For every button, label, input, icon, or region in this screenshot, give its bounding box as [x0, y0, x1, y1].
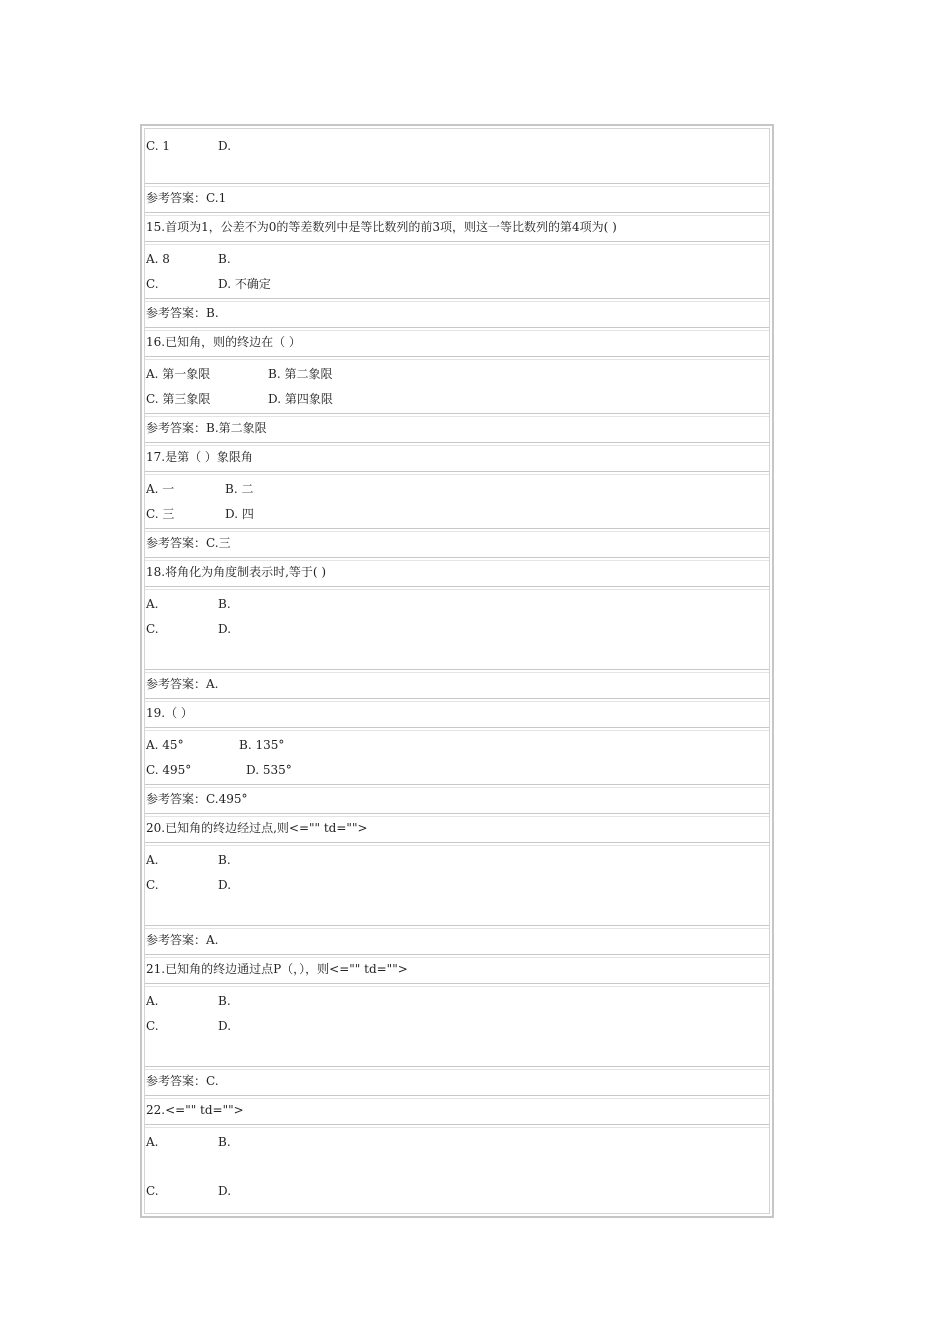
option-left: C. 495° [146, 763, 192, 777]
answer-text: 参考答案：C. [146, 1074, 219, 1088]
question-text: 15.首项为1，公差不为0的等差数列中是等比数列的前3项，则这一等比数列的第4项为( ) [146, 220, 617, 234]
answer-text: 参考答案：A. [146, 677, 219, 691]
option-left: C. 第三象限 [146, 392, 211, 406]
answer-row [145, 416, 769, 440]
option-right: B. 二 [225, 482, 254, 496]
answer-text: 参考答案：B. [146, 306, 219, 320]
option-right: B. [218, 252, 231, 266]
exam-table-inner [144, 128, 770, 1214]
option-right: B. 135° [239, 738, 285, 752]
option-right: B. [218, 853, 231, 867]
options-row [145, 730, 769, 782]
question-row [145, 560, 769, 584]
option-left: C. [146, 277, 159, 291]
options-row [145, 474, 769, 526]
option-left: A. [146, 597, 159, 611]
option-right: D. [218, 139, 232, 153]
option-right: D. 535° [246, 763, 292, 777]
answer-row [145, 787, 769, 811]
question-row [145, 445, 769, 469]
question-row [145, 816, 769, 840]
question-text: 20.已知角的终边经过点,则<="" td=""> [146, 821, 368, 835]
option-left: A. 8 [146, 252, 170, 266]
option-right: B. [218, 597, 231, 611]
option-left: A. 一 [146, 482, 175, 496]
option-left: C. 1 [146, 139, 171, 153]
answer-row [145, 1069, 769, 1093]
options-row [145, 845, 769, 923]
option-left: A. [146, 1135, 159, 1149]
answer-text: 参考答案：B.第二象限 [146, 421, 267, 435]
option-left: A. [146, 994, 159, 1008]
answer-row [145, 672, 769, 696]
question-row [145, 330, 769, 354]
option-left: C. [146, 878, 159, 892]
answer-row [145, 301, 769, 325]
option-right: B. 第二象限 [268, 367, 333, 381]
question-row [145, 701, 769, 725]
answer-row [145, 531, 769, 555]
question-text: 17.是第（ ）象限角 [146, 450, 253, 464]
option-right: D. 不确定 [218, 277, 271, 291]
options-row [145, 1127, 769, 1215]
answer-text: 参考答案：A. [146, 933, 219, 947]
answer-text: 参考答案：C.三 [146, 536, 231, 550]
question-text: 16.已知角，则的终边在（ ） [146, 335, 301, 349]
question-row [145, 1098, 769, 1122]
question-row [145, 215, 769, 239]
options-row [145, 986, 769, 1064]
option-left: C. 三 [146, 507, 175, 521]
option-left: A. 45° [146, 738, 184, 752]
option-left: A. [146, 853, 159, 867]
question-text: 21.已知角的终边通过点P（，），则<="" td=""> [146, 962, 408, 976]
answer-row [145, 186, 769, 210]
option-right: B. [218, 1135, 231, 1149]
options-row [145, 129, 769, 181]
option-left: C. [146, 1019, 159, 1033]
answer-text: 参考答案：C.495° [146, 792, 248, 806]
options-row [145, 359, 769, 411]
option-right: D. [218, 1019, 232, 1033]
question-text: 18.将角化为角度制表示时,等于( ) [146, 565, 327, 579]
option-right: D. [218, 878, 232, 892]
option-right: D. [218, 1184, 232, 1198]
option-right: D. 四 [225, 507, 254, 521]
option-right: D. 第四象限 [268, 392, 333, 406]
question-row [145, 957, 769, 981]
option-right: B. [218, 994, 231, 1008]
question-text: 19.（ ） [146, 706, 193, 720]
options-row [145, 244, 769, 296]
option-left: C. [146, 622, 159, 636]
option-left: A. 第一象限 [146, 367, 211, 381]
answer-row [145, 928, 769, 952]
options-row [145, 589, 769, 667]
question-text: 22.<="" td=""> [146, 1103, 244, 1117]
exam-table [140, 124, 774, 1218]
answer-text: 参考答案：C.1 [146, 191, 227, 205]
option-left: C. [146, 1184, 159, 1198]
option-right: D. [218, 622, 232, 636]
